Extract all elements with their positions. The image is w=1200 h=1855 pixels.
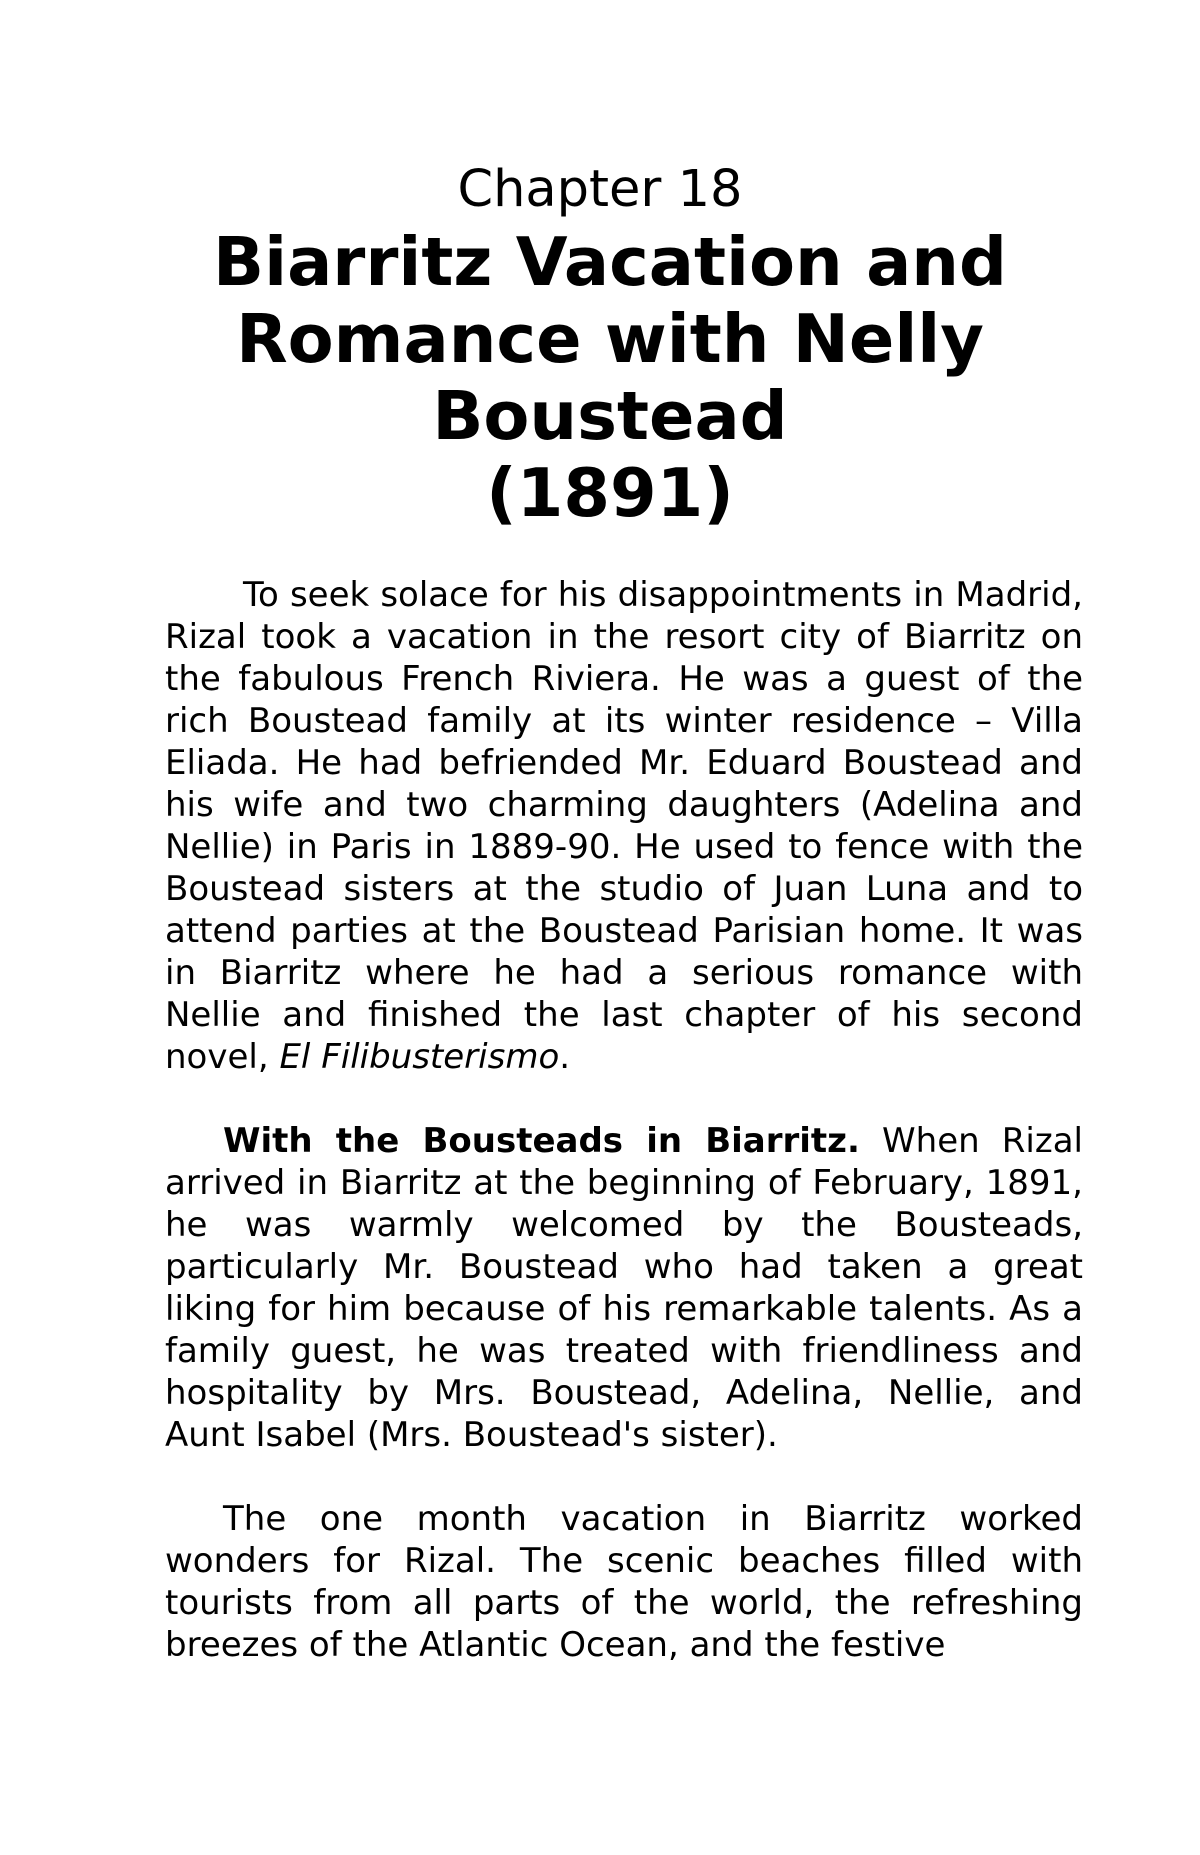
paragraph-text: When Rizal arrived in Biarritz at the beginning of February, 1891, he was warmly welcomed by the Bousteads, particularly Mr. Boustead who had taken a great liking for him because of his remarkable talents. As a family guest, he was treated with friendliness and hospitality by Mrs. Boustead, Adelina, Nellie, and Aunt Isabel (Mrs. Boustead's sister). <box>165 1121 1084 1455</box>
paragraph-vacation <box>165 1498 1083 1666</box>
body-text <box>165 574 1083 1666</box>
paragraph-text: The one month vacation in Biarritz worked wonders for Rizal. The scenic beaches filled with tourists from all parts of the world, the refreshing breezes of the Atlantic Ocean, and the festive <box>165 1499 1083 1665</box>
chapter-title <box>150 224 1070 532</box>
novel-title: El Filibusterismo <box>279 1037 560 1077</box>
paragraph-intro <box>165 574 1083 1078</box>
paragraph-bousteads <box>165 1120 1083 1456</box>
chapter-label: Chapter 18 <box>457 160 743 219</box>
chapter-title-line: Biarritz Vacation and <box>213 223 1007 301</box>
chapter-title-line: Boustead <box>432 377 788 455</box>
paragraph-heading: With the Bousteads in Biarritz. <box>223 1121 860 1161</box>
paragraph-end: . <box>559 1037 571 1077</box>
chapter-title-line: Romance with Nelly <box>236 300 984 378</box>
chapter-title-line: (1891) <box>486 454 734 532</box>
paragraph-text: To seek solace for his disappointments in Madrid, Rizal took a vacation in the resort city of Biarritz on the fabulous French Riviera. He was a guest of the rich Boustead family at its winter residence – Villa Eliada. He had befriended Mr. Eduard Boustead and his wife and two charming daughters (Adelina and Nellie) in Paris in 1889-90. He used to fence with the Boustead sisters at the studio of Juan Luna and to attend parties at the Boustead Parisian home. It was in Biarritz where he had a serious romance with Nellie and finished the last chapter of his second novel, <box>165 575 1083 1077</box>
